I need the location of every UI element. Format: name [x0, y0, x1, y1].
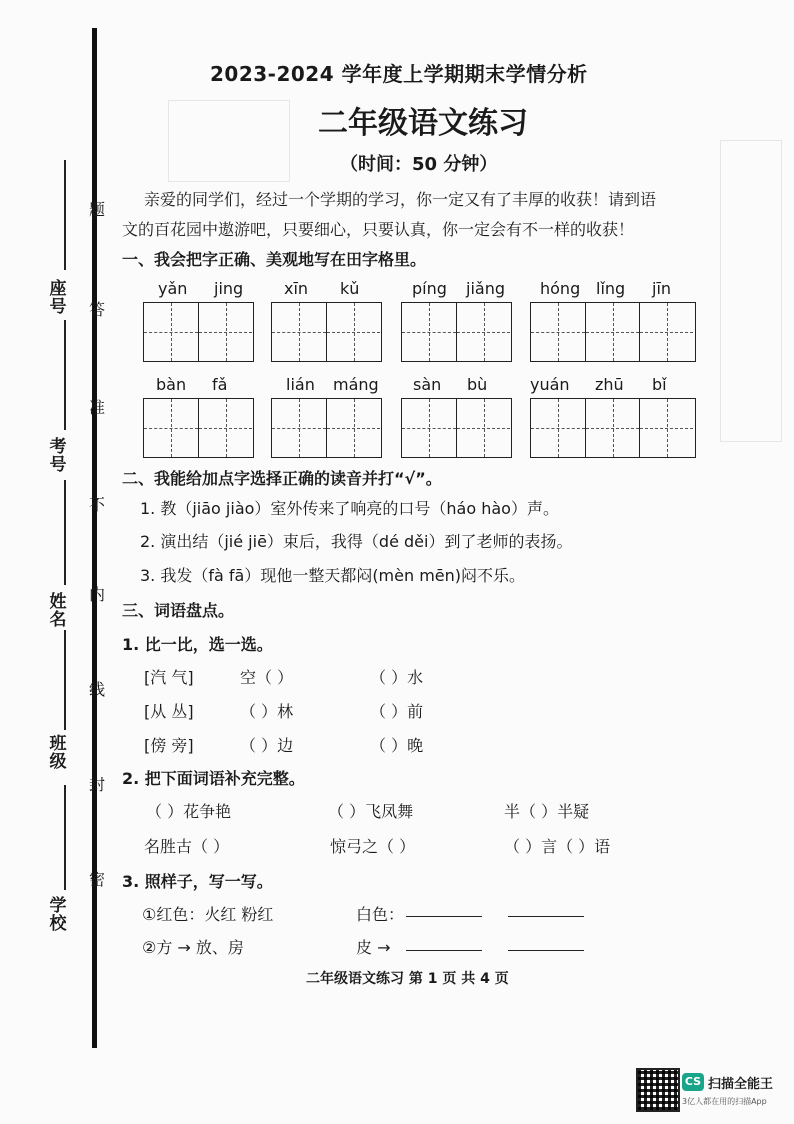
intro-line: 文的百花园中遨游吧，只要细心，只要认真，你一定会有不一样的收获！ — [122, 220, 635, 239]
binding-margin-line — [92, 28, 97, 1048]
q2-title: 2. 把下面词语补充完整。 — [122, 769, 305, 788]
school-label: 学校 — [49, 896, 67, 934]
pinyin: bǐ — [652, 375, 667, 394]
example-text: ①红色：火红 粉红 — [142, 905, 274, 924]
seal-char: 不 — [88, 495, 105, 514]
fill-blank[interactable]: （ ）前 — [370, 702, 424, 721]
pinyin: bù — [467, 375, 488, 394]
answer-line[interactable] — [508, 934, 584, 955]
fill-blank[interactable]: （ ）水 — [370, 668, 424, 687]
q1-title: 1. 比一比，选一选。 — [122, 635, 273, 654]
exam-term-title: 2023-2024 学年度上学期期末学情分析 — [210, 62, 588, 86]
app-subtitle: 3亿人都在用的扫描App — [682, 1097, 767, 1106]
tianzi-grid[interactable] — [530, 398, 696, 458]
name-label: 姓名 — [49, 592, 67, 630]
app-name: 扫描全能王 — [708, 1077, 774, 1092]
idiom-blank[interactable]: 惊弓之（ ） — [330, 837, 416, 856]
school-line — [64, 785, 66, 890]
bleed-through-box — [720, 140, 782, 442]
char-pair: [从 丛] — [144, 702, 194, 721]
fill-blank[interactable]: （ ）林 — [240, 702, 294, 721]
prompt-text: 白色： — [356, 905, 405, 924]
seat-number-line — [64, 160, 66, 270]
pinyin: hóng — [540, 279, 581, 298]
char-pair: [傍 旁] — [144, 736, 194, 755]
fill-blank[interactable]: （ ）晚 — [370, 736, 424, 755]
seal-char: 封 — [88, 775, 105, 794]
qr-code-icon — [636, 1068, 680, 1112]
pinyin: máng — [333, 375, 379, 394]
prompt-text: 皮 → — [356, 938, 391, 957]
pinyin: bàn — [156, 375, 187, 394]
example-text: ②方 → 放、房 — [142, 938, 244, 957]
exam-title: 二年级语文练习 — [318, 106, 528, 141]
tianzi-grid[interactable] — [143, 398, 254, 458]
pinyin: yǎn — [158, 279, 188, 298]
fill-blank[interactable]: （ ）边 — [240, 736, 294, 755]
camscanner-logo-icon: CS — [682, 1073, 704, 1091]
reading-question: 2. 演出结（jié jiē）束后，我得（dé děi）到了老师的表扬。 — [140, 532, 573, 551]
pinyin: sàn — [413, 375, 442, 394]
pinyin: jīn — [652, 279, 672, 298]
tianzi-grid[interactable] — [271, 398, 382, 458]
section1-title: 一、我会把字正确、美观地写在田字格里。 — [122, 250, 427, 269]
idiom-blank[interactable]: 半（ ）半疑 — [504, 802, 590, 821]
seal-char: 线 — [88, 680, 105, 699]
exam-number-label: 考号 — [49, 437, 67, 475]
tianzi-grid[interactable] — [143, 302, 254, 362]
idiom-blank[interactable]: 名胜古（ ） — [144, 837, 230, 856]
intro-line: 亲爱的同学们，经过一个学期的学习，你一定又有了丰厚的收获！请到语 — [144, 190, 657, 209]
pinyin: zhū — [595, 375, 624, 394]
pinyin: yuán — [530, 375, 570, 394]
tianzi-grid[interactable] — [271, 302, 382, 362]
pinyin: jing — [214, 279, 244, 298]
idiom-blank[interactable]: （ ）飞凤舞 — [328, 802, 414, 821]
seat-number-label: 座号 — [49, 279, 67, 317]
seal-char: 答 — [88, 300, 105, 319]
name-line — [64, 480, 66, 585]
reading-question: 1. 教（jiāo jiào）室外传来了响亮的口号（háo hào）声。 — [140, 499, 559, 518]
pinyin: píng — [412, 279, 447, 298]
idiom-blank[interactable]: （ ）花争艳 — [146, 802, 232, 821]
seal-char: 内 — [88, 585, 105, 604]
time-note: （时间：50 分钟） — [340, 154, 498, 175]
idiom-blank[interactable]: （ ）言（ ）语 — [504, 837, 611, 856]
pinyin: jiǎng — [466, 279, 505, 298]
seal-char: 密 — [88, 870, 105, 889]
bleed-through-box — [168, 100, 290, 182]
pinyin: lián — [286, 375, 315, 394]
section2-title: 二、我能给加点字选择正确的读音并打“√”。 — [122, 469, 442, 488]
answer-line[interactable] — [508, 900, 584, 921]
pinyin: lǐng — [596, 279, 626, 298]
answer-line[interactable] — [406, 900, 482, 921]
tianzi-grid[interactable] — [401, 302, 512, 362]
answer-line[interactable] — [406, 934, 482, 955]
tianzi-grid[interactable] — [401, 398, 512, 458]
fill-blank[interactable]: 空（ ） — [240, 668, 294, 687]
page-footer: 二年级语文练习 第 1 页 共 4 页 — [306, 971, 509, 987]
exam-number-line — [64, 320, 66, 430]
section3-title: 三、词语盘点。 — [122, 601, 235, 620]
pinyin: kǔ — [340, 279, 360, 298]
class-label: 班级 — [49, 734, 67, 772]
seal-char: 题 — [88, 200, 105, 219]
pinyin: fǎ — [212, 375, 228, 394]
q3-title: 3. 照样子，写一写。 — [122, 872, 273, 891]
char-pair: [汽 气] — [144, 668, 194, 687]
tianzi-grid[interactable] — [530, 302, 696, 362]
pinyin: xīn — [284, 279, 309, 298]
class-line — [64, 630, 66, 730]
seal-char: 准 — [88, 398, 105, 417]
reading-question: 3. 我发（fà fā）现他一整天都闷(mèn mēn)闷不乐。 — [140, 566, 526, 585]
